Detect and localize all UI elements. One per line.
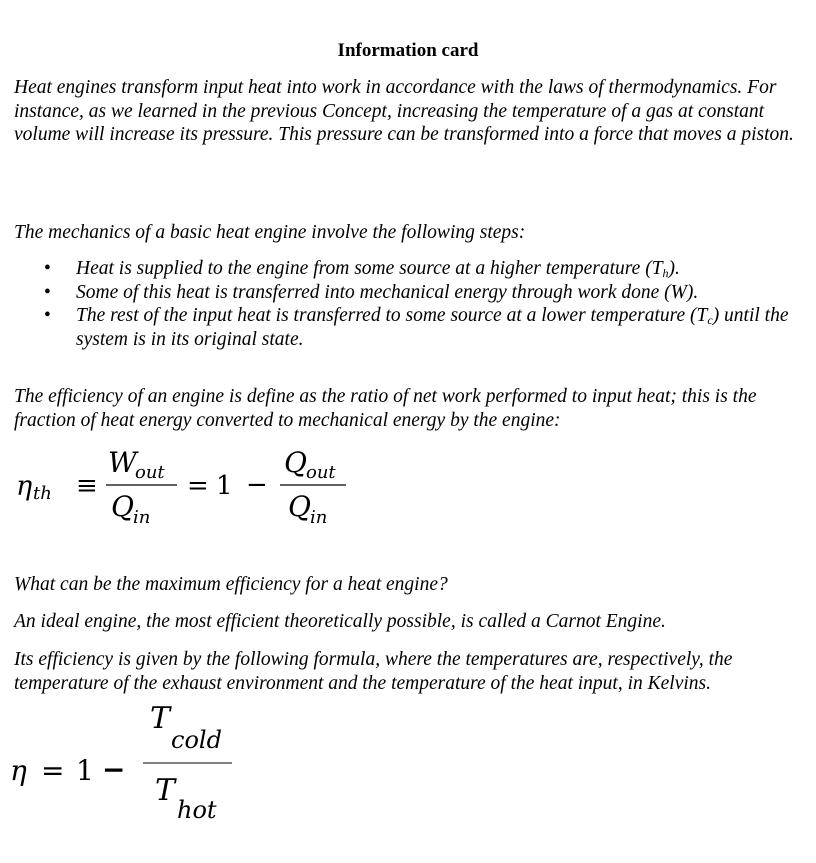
step-subscript: c bbox=[707, 313, 713, 327]
denominator-q-subscript: in bbox=[133, 507, 151, 528]
efficiency-definition: The efficiency of an engine is define as the ratio of net work performed to input heat; this is the fraction of heat energy converted to mechanical energy by the engine: bbox=[14, 386, 757, 431]
step-subscript: h bbox=[662, 266, 669, 280]
denominator-q: Q bbox=[111, 490, 134, 523]
list-item bbox=[0, 304, 810, 351]
denominator-t-subscript: hot bbox=[177, 796, 217, 824]
efficiency-formula bbox=[14, 443, 414, 533]
numerator-w-subscript: out bbox=[135, 462, 165, 483]
numerator-t-subscript: cold bbox=[171, 726, 222, 754]
bullet-icon: • bbox=[44, 305, 51, 326]
denominator-q-subscript: in bbox=[310, 507, 328, 528]
numerator-q: Q bbox=[284, 446, 307, 479]
eta-symbol: η bbox=[16, 471, 33, 502]
numerator-w: W bbox=[108, 446, 137, 479]
bullet-icon: • bbox=[44, 258, 51, 279]
step-text-end: ). bbox=[668, 258, 680, 279]
carnot-formula-description: Its efficiency is given by the following formula, where the temperatures are, respectively, the temperature of the exhaust environment and the temperature of the heat input, in Kelvins. bbox=[14, 649, 733, 694]
step-text: Some of this heat is transferred into mechanical energy through work done (W). bbox=[76, 281, 699, 303]
one: 1 bbox=[216, 471, 233, 501]
minus-sign: − bbox=[102, 753, 126, 786]
denominator-t: T bbox=[155, 773, 176, 808]
denominator-q: Q bbox=[288, 490, 311, 523]
page-title: Information card bbox=[337, 40, 479, 61]
step-text: The rest of the input heat is transferred to some source at a lower temperature (T bbox=[76, 305, 708, 326]
eta-subscript: th bbox=[33, 483, 52, 504]
list-item bbox=[0, 257, 810, 281]
step-text-end: ) until the system is in its original state. bbox=[76, 305, 789, 350]
eta-symbol: η bbox=[10, 754, 27, 787]
equals-sign: = bbox=[41, 754, 65, 787]
minus-sign: − bbox=[246, 470, 268, 500]
bullet-icon: • bbox=[44, 281, 51, 303]
numerator-t: T bbox=[150, 701, 171, 736]
equiv-sign: ≡ bbox=[76, 471, 98, 501]
equals-sign: = bbox=[187, 471, 209, 501]
steps-intro: The mechanics of a basic heat engine involve the following steps: bbox=[14, 222, 526, 243]
question-text: What can be the maximum efficiency for a heat engine? bbox=[14, 574, 448, 595]
step-text: Heat is supplied to the engine from some source at a higher temperature (T bbox=[76, 258, 663, 279]
list-item bbox=[0, 281, 810, 305]
carnot-efficiency-formula bbox=[10, 700, 270, 830]
one: 1 bbox=[76, 754, 94, 787]
numerator-q-subscript: out bbox=[306, 462, 336, 483]
carnot-intro: An ideal engine, the most efficient theoretically possible, is called a Carnot Engine. bbox=[14, 611, 666, 632]
intro-paragraph: Heat engines transform input heat into work in accordance with the laws of thermodynamics. For instance, as we learned in the previous Concept, increasing the temperature of a gas at constant volume will increase its pressure. This pressure can be transformed into a force that moves a piston. bbox=[14, 77, 794, 145]
steps-list bbox=[0, 257, 810, 351]
